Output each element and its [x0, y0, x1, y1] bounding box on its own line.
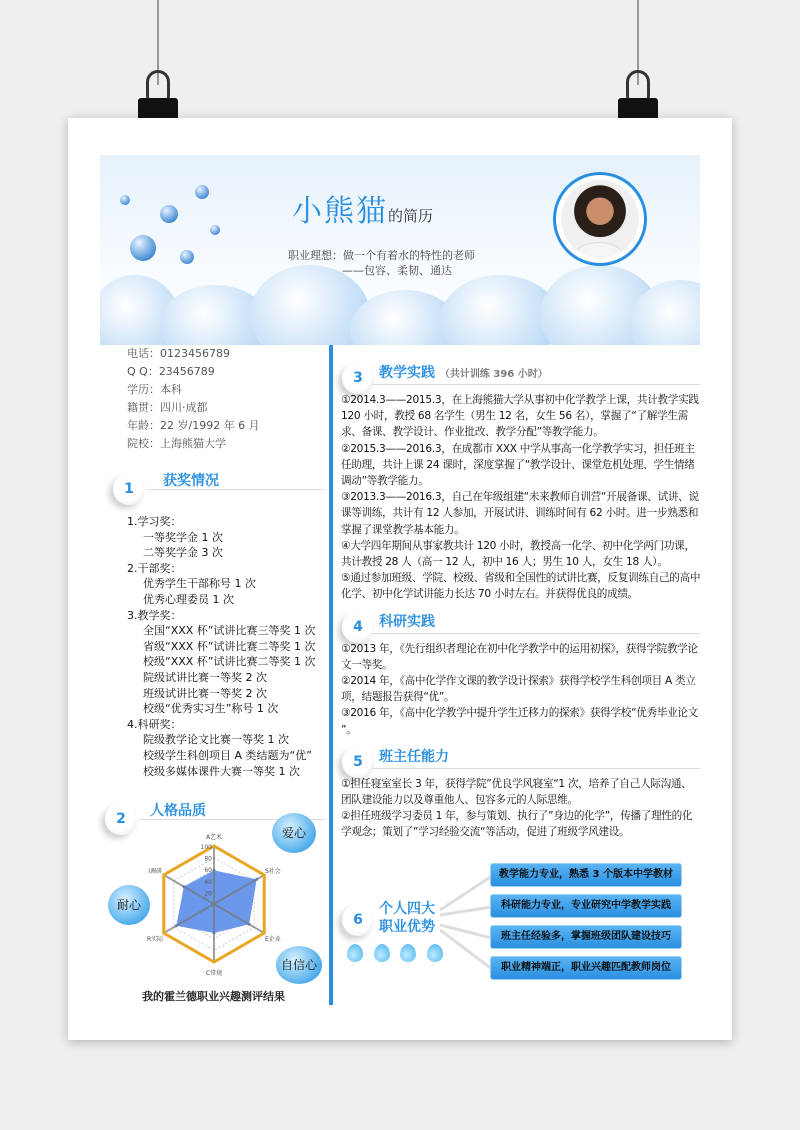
section-number-3: 3 — [342, 362, 374, 394]
award-item: 优秀学生干部称号 1 次 — [143, 577, 256, 591]
teaching-practice-list — [341, 392, 701, 603]
award-category: 2.干部奖： — [127, 561, 182, 575]
chart-caption: 我的霍兰德职业兴趣测评结果 — [142, 990, 285, 1003]
section-number-2: 2 — [105, 803, 137, 835]
teaching-item: ①2014.3——2015.3，在上海熊猫大学从事初中化学教学上课，共计教学实践 120 小时，教授 68 名学生（男生 12 名，女生 56 名），掌握了“了解学生需求、备课、教学设计、作业批改、教学分配”等教学能力。 — [341, 394, 699, 439]
radar-axis-label: C常规 — [205, 970, 223, 977]
section-number-5: 5 — [342, 746, 374, 778]
award-item: 校级“XXX 杯”试讲比赛二等奖 1 次 — [143, 655, 316, 669]
section-title-awards: 获奖情况 — [163, 473, 219, 489]
research-item: ②2014 年，《高中化学作文课的教学设计探索》获得学校学生科创项目 A 类立项，结题报告获得“优”。 — [341, 675, 696, 704]
callout-patience: 耐心 — [108, 885, 150, 925]
career-ideal: 职业理想：做一个有着水的特性的老师 ——包容、柔韧、通达 — [288, 249, 475, 277]
teaching-item: ⑤通过参加班级、学院、校级、省级和全国性的试讲比赛，反复训练自己的高中化学、初中化学试讲能力长达 70 小时左右。并获得优良的成绩。 — [341, 572, 701, 601]
info-age: 年龄：22 岁/1992 年 6 月 — [127, 419, 260, 432]
section-title-headteacher: 班主任能力 — [379, 748, 449, 765]
teaching-item: ④大学四年期间从事家教共计 120 小时，教授高一化学、初中化学两门功课，共计教授 28 人（高一 12 人，初中 16 人；男生 10 人，女生 18 人）。 — [341, 539, 695, 569]
radar-axis-label: S社会 — [264, 868, 281, 875]
section-research — [341, 609, 701, 738]
section-number-1: 1 — [113, 473, 145, 505]
binder-clip-right — [618, 0, 658, 130]
water-drop-icon — [347, 944, 363, 962]
profile-photo — [553, 172, 647, 266]
callout-confidence: 自信心 — [276, 946, 322, 984]
radar-tick-label: 100 — [200, 844, 212, 851]
award-item: 二等奖学金 3 次 — [143, 546, 223, 560]
radar-tick-label: 80 — [204, 855, 212, 863]
info-hometown: 籍贯：四川·成都 — [127, 401, 208, 414]
award-item: 一等奖学金 1 次 — [143, 530, 223, 544]
section-title-teaching: 教学实践 （共计训练 396 小时） — [379, 365, 548, 381]
section-title-advantages: 个人四大 职业优势 — [379, 901, 435, 935]
section-number-4: 4 — [342, 611, 374, 643]
award-category: 4.科研奖： — [127, 717, 182, 731]
teaching-item: ③2013.3——2016.3，自己在年级组建“未来教师自训营“开展备课、试讲、说课等训练，共计有 12 人参加，开展试讲、训练时间有 62 小时。进一步熟悉和掌握了课堂教学基本能力。 — [341, 491, 699, 536]
award-category: 1.学习奖： — [127, 515, 182, 528]
headteacher-item: ②担任班级学习委员 1 年，参与策划、执行了”身边的化学”，传播了理性的化学观念；策划了”学习经验交流“等活动，促进了班级学风建设。 — [341, 810, 693, 839]
award-item: 校级多媒体课件大赛一等奖 1 次 — [143, 764, 300, 778]
radar-tick-label: 60 — [204, 867, 212, 875]
section-number-6: 6 — [342, 904, 374, 936]
award-category: 3.教学奖： — [127, 608, 182, 622]
water-drop-icon — [400, 944, 416, 962]
section-teaching — [341, 360, 701, 603]
callout-love: 爱心 — [272, 813, 316, 853]
award-item: 省级“XXX 杯”试讲比赛二等奖 1 次 — [143, 639, 316, 653]
info-education: 学历：本科 — [127, 383, 182, 396]
headteacher-item: ①担任寝室室长 3 年，获得学院”优良学风寝室“1 次，培养了自己人际沟通、团队建设能力以及尊重他人、包容多元的人际思维。 — [341, 777, 692, 807]
teaching-item: ②2015.3——2016.3，在成都市 XXX 中学从事高一化学教学实习，担任班主任助理，共计上课 24 课时，深度掌握了“教学设计、课堂危机处理、学生情绪调动”等教学能力。 — [341, 442, 695, 488]
research-practice-list — [341, 641, 701, 738]
research-item: ①2013 年，《先行组织者理论在初中化学教学中的运用初探》，获得学院教学论文一等奖。 — [341, 642, 698, 671]
info-phone: 电话：0123456789 — [127, 347, 230, 360]
binder-clip-left — [138, 0, 178, 130]
radar-tick-label: 40 — [204, 878, 212, 886]
radar-axis-label: E企业 — [264, 936, 281, 943]
radar-axis-label: R实际 — [147, 936, 164, 943]
research-item: ③2016 年，《高中化学教学中提升学生迁移力的探索》获得学校“优秀毕业论文 ”。 — [341, 707, 699, 736]
section-title-personality: 人格品质 — [150, 803, 206, 819]
section-title-research: 科研实践 — [379, 613, 435, 630]
advantage-item: 教学能力专业，熟悉 3 个版本中学教材 — [490, 863, 682, 887]
advantage-item: 职业精神端正，职业兴趣匹配教师岗位 — [490, 956, 682, 980]
info-school: 院校：上海熊猫大学 — [127, 437, 226, 450]
radar-axis-label: A艺术 — [205, 834, 223, 841]
award-item: 校级“优秀实习生”称号 1 次 — [143, 702, 279, 716]
award-item: 院级教学论文比赛一等奖 1 次 — [143, 733, 289, 747]
award-item: 校级学生科创项目 A 类结题为“优” — [143, 748, 312, 762]
advantage-item: 班主任经验多，掌握班级团队建设技巧 — [490, 925, 682, 949]
award-item: 优秀心理委员 1 次 — [143, 592, 234, 606]
water-drop-icon — [374, 944, 390, 962]
awards-list — [127, 514, 316, 779]
resume-name: 小熊猫的简历 — [292, 194, 434, 229]
award-item: 院级试讲比赛一等奖 2 次 — [143, 670, 267, 684]
award-item: 班级试讲比赛一等奖 2 次 — [143, 686, 267, 700]
personal-info — [127, 345, 260, 453]
connector-lines — [440, 870, 492, 980]
right-column — [341, 360, 701, 847]
info-qq: Q Q：23456789 — [127, 365, 215, 378]
award-item: 全国“XXX 杯”试讲比赛三等奖 1 次 — [143, 624, 316, 638]
advantage-item: 科研能力专业，专业研究中学教学实践 — [490, 894, 682, 918]
headteacher-ability-list — [341, 776, 701, 841]
radar-axis-label: I调研 — [148, 868, 163, 875]
section-headteacher — [341, 744, 701, 841]
radar-tick-label: 20 — [204, 890, 212, 898]
